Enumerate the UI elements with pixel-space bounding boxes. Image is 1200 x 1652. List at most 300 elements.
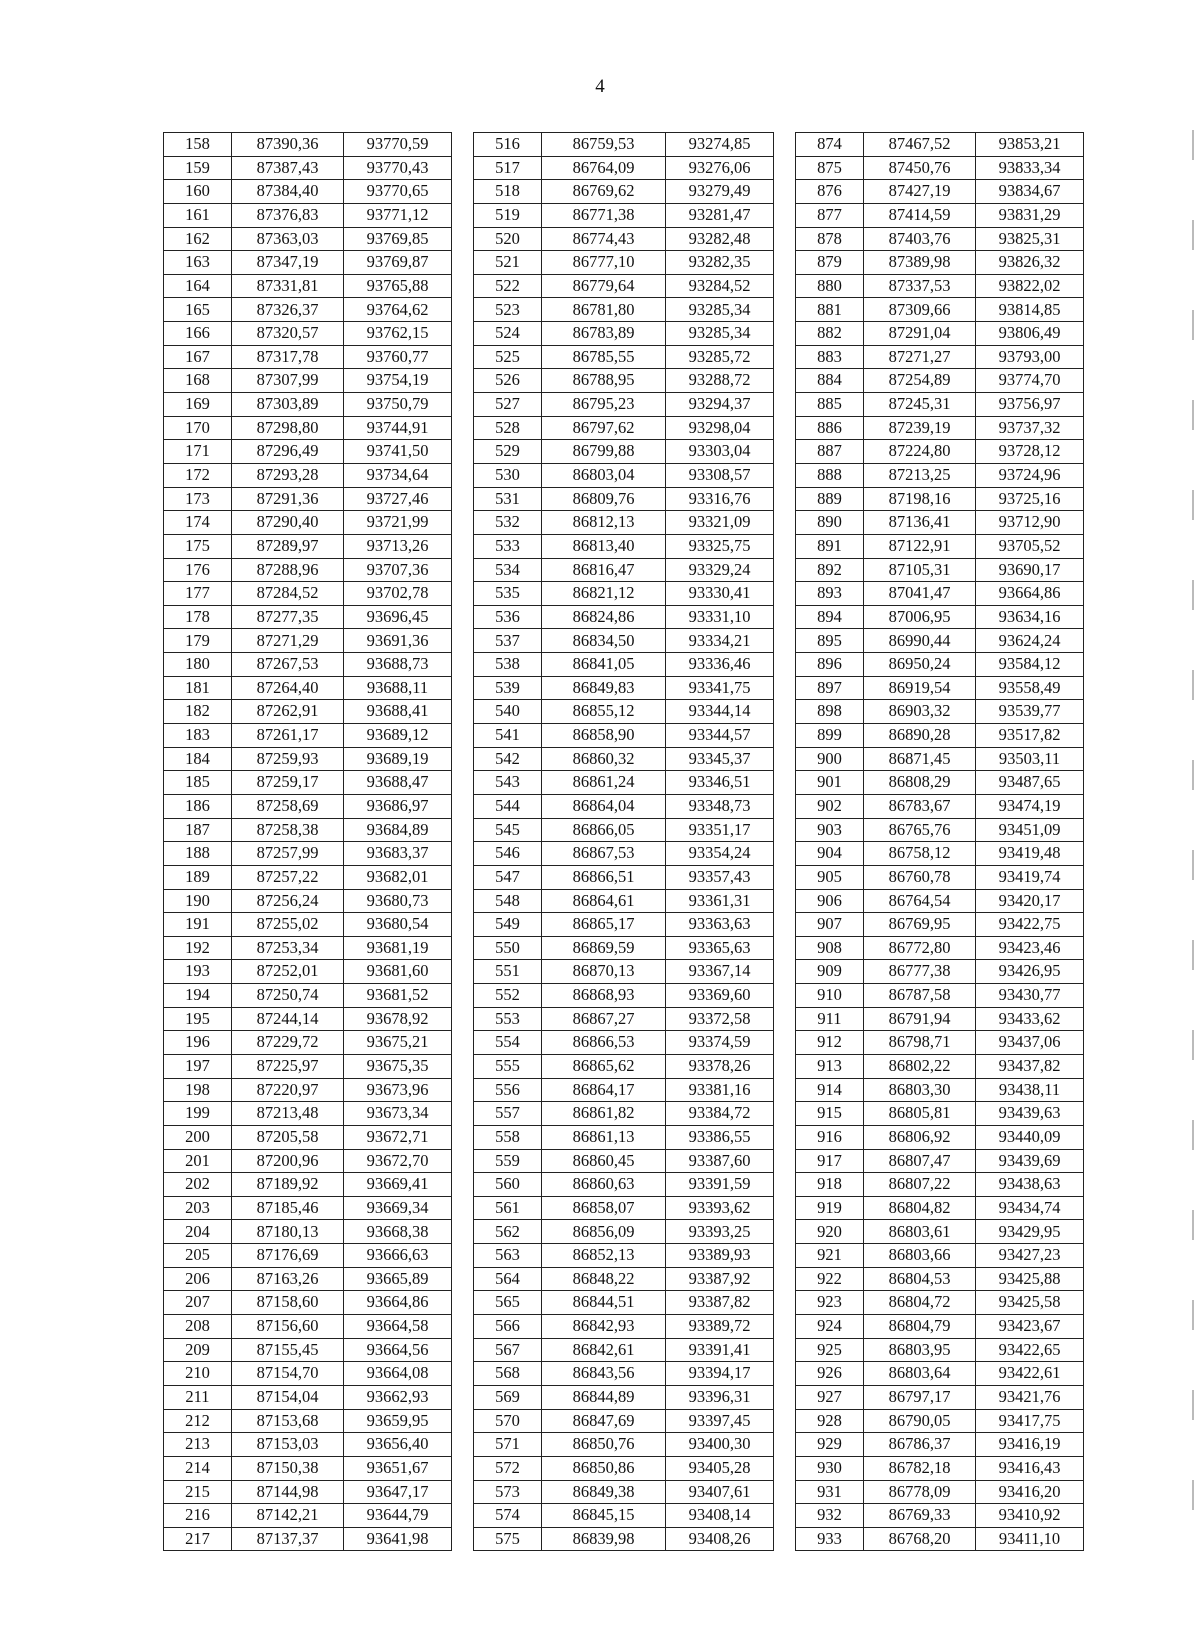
- y-coordinate: 93336,46: [666, 653, 774, 677]
- x-coordinate: 87154,04: [232, 1385, 344, 1409]
- column-separator: [452, 1385, 474, 1409]
- y-coordinate: 93696,45: [344, 605, 452, 629]
- table-row: [164, 133, 1084, 157]
- x-coordinate: 87153,68: [232, 1409, 344, 1433]
- point-number: 212: [164, 1409, 232, 1433]
- y-coordinate: 93756,97: [976, 393, 1084, 417]
- column-separator: [774, 1338, 796, 1362]
- x-coordinate: 87250,74: [232, 984, 344, 1008]
- table-row: [164, 724, 1084, 748]
- column-separator: [774, 1433, 796, 1457]
- x-coordinate: 87150,38: [232, 1456, 344, 1480]
- x-coordinate: 87337,53: [864, 274, 976, 298]
- y-coordinate: 93728,12: [976, 440, 1084, 464]
- table-row: [164, 322, 1084, 346]
- point-number: 914: [796, 1078, 864, 1102]
- point-number: 161: [164, 203, 232, 227]
- column-separator: [452, 274, 474, 298]
- x-coordinate: 87213,48: [232, 1102, 344, 1126]
- x-coordinate: 87259,93: [232, 747, 344, 771]
- x-coordinate: 87284,52: [232, 582, 344, 606]
- column-separator: [452, 1244, 474, 1268]
- column-separator: [452, 393, 474, 417]
- x-coordinate: 87450,76: [864, 156, 976, 180]
- x-coordinate: 86865,62: [542, 1054, 666, 1078]
- x-coordinate: 87258,38: [232, 818, 344, 842]
- table-row: [164, 534, 1084, 558]
- x-coordinate: 86803,61: [864, 1220, 976, 1244]
- table-row: [164, 156, 1084, 180]
- point-number: 180: [164, 653, 232, 677]
- y-coordinate: 93689,19: [344, 747, 452, 771]
- point-number: 886: [796, 416, 864, 440]
- point-number: 910: [796, 984, 864, 1008]
- x-coordinate: 86852,13: [542, 1244, 666, 1268]
- y-coordinate: 93284,52: [666, 274, 774, 298]
- x-coordinate: 86769,95: [864, 913, 976, 937]
- y-coordinate: 93669,41: [344, 1173, 452, 1197]
- y-coordinate: 93681,60: [344, 960, 452, 984]
- column-separator: [452, 818, 474, 842]
- table-row: [164, 1527, 1084, 1551]
- column-separator: [774, 771, 796, 795]
- y-coordinate: 93282,48: [666, 227, 774, 251]
- column-separator: [774, 393, 796, 417]
- column-separator: [774, 629, 796, 653]
- column-separator: [452, 1338, 474, 1362]
- column-separator: [452, 1220, 474, 1244]
- y-coordinate: 93381,16: [666, 1078, 774, 1102]
- y-coordinate: 93737,32: [976, 416, 1084, 440]
- y-coordinate: 93853,21: [976, 133, 1084, 157]
- column-separator: [774, 322, 796, 346]
- x-coordinate: 86808,29: [864, 771, 976, 795]
- point-number: 540: [474, 700, 542, 724]
- point-number: 888: [796, 463, 864, 487]
- point-number: 520: [474, 227, 542, 251]
- page-number: 4: [595, 76, 605, 97]
- x-coordinate: 87245,31: [864, 393, 976, 417]
- point-number: 917: [796, 1149, 864, 1173]
- x-coordinate: 86850,76: [542, 1433, 666, 1457]
- column-separator: [774, 1078, 796, 1102]
- table-row: [164, 463, 1084, 487]
- x-coordinate: 87390,36: [232, 133, 344, 157]
- y-coordinate: 93419,48: [976, 842, 1084, 866]
- point-number: 534: [474, 558, 542, 582]
- x-coordinate: 86774,43: [542, 227, 666, 251]
- point-number: 201: [164, 1149, 232, 1173]
- column-separator: [774, 865, 796, 889]
- column-separator: [452, 1196, 474, 1220]
- y-coordinate: 93624,24: [976, 629, 1084, 653]
- column-separator: [774, 1480, 796, 1504]
- point-number: 883: [796, 345, 864, 369]
- y-coordinate: 93369,60: [666, 984, 774, 1008]
- point-number: 523: [474, 298, 542, 322]
- x-coordinate: 87259,17: [232, 771, 344, 795]
- x-coordinate: 86848,22: [542, 1267, 666, 1291]
- point-number: 552: [474, 984, 542, 1008]
- column-separator: [774, 1267, 796, 1291]
- y-coordinate: 93437,06: [976, 1031, 1084, 1055]
- x-coordinate: 87376,83: [232, 203, 344, 227]
- y-coordinate: 93664,58: [344, 1315, 452, 1339]
- point-number: 885: [796, 393, 864, 417]
- table-row: [164, 345, 1084, 369]
- y-coordinate: 93422,65: [976, 1338, 1084, 1362]
- y-coordinate: 93316,76: [666, 487, 774, 511]
- x-coordinate: 86798,71: [864, 1031, 976, 1055]
- point-number: 164: [164, 274, 232, 298]
- column-separator: [452, 345, 474, 369]
- point-number: 170: [164, 416, 232, 440]
- point-number: 166: [164, 322, 232, 346]
- point-number: 216: [164, 1504, 232, 1528]
- y-coordinate: 93678,92: [344, 1007, 452, 1031]
- y-coordinate: 93686,97: [344, 794, 452, 818]
- point-number: 912: [796, 1031, 864, 1055]
- point-number: 900: [796, 747, 864, 771]
- y-coordinate: 93769,85: [344, 227, 452, 251]
- point-number: 927: [796, 1385, 864, 1409]
- x-coordinate: 86809,76: [542, 487, 666, 511]
- y-coordinate: 93426,95: [976, 960, 1084, 984]
- point-number: 570: [474, 1409, 542, 1433]
- column-separator: [774, 582, 796, 606]
- point-number: 887: [796, 440, 864, 464]
- column-separator: [452, 794, 474, 818]
- column-separator: [452, 842, 474, 866]
- point-number: 891: [796, 534, 864, 558]
- y-coordinate: 93668,38: [344, 1220, 452, 1244]
- point-number: 214: [164, 1456, 232, 1480]
- point-number: 907: [796, 913, 864, 937]
- point-number: 567: [474, 1338, 542, 1362]
- x-coordinate: 87180,13: [232, 1220, 344, 1244]
- y-coordinate: 93665,89: [344, 1267, 452, 1291]
- x-coordinate: 87224,80: [864, 440, 976, 464]
- y-coordinate: 93673,34: [344, 1102, 452, 1126]
- x-coordinate: 86861,24: [542, 771, 666, 795]
- x-coordinate: 87271,27: [864, 345, 976, 369]
- y-coordinate: 93393,62: [666, 1196, 774, 1220]
- x-coordinate: 87153,03: [232, 1433, 344, 1457]
- point-number: 190: [164, 889, 232, 913]
- x-coordinate: 87258,69: [232, 794, 344, 818]
- column-separator: [774, 440, 796, 464]
- table-row: [164, 1456, 1084, 1480]
- column-separator: [774, 1504, 796, 1528]
- point-number: 526: [474, 369, 542, 393]
- column-separator: [774, 1244, 796, 1268]
- table-row: [164, 984, 1084, 1008]
- point-number: 878: [796, 227, 864, 251]
- table-row: [164, 1007, 1084, 1031]
- x-coordinate: 86779,64: [542, 274, 666, 298]
- point-number: 204: [164, 1220, 232, 1244]
- column-separator: [774, 724, 796, 748]
- x-coordinate: 86788,95: [542, 369, 666, 393]
- point-number: 915: [796, 1102, 864, 1126]
- point-number: 550: [474, 936, 542, 960]
- x-coordinate: 86804,53: [864, 1267, 976, 1291]
- point-number: 909: [796, 960, 864, 984]
- table-row: [164, 771, 1084, 795]
- column-separator: [452, 984, 474, 1008]
- point-number: 549: [474, 913, 542, 937]
- point-number: 533: [474, 534, 542, 558]
- point-number: 893: [796, 582, 864, 606]
- table-row: [164, 913, 1084, 937]
- x-coordinate: 87296,49: [232, 440, 344, 464]
- point-number: 181: [164, 676, 232, 700]
- point-number: 531: [474, 487, 542, 511]
- x-coordinate: 87267,53: [232, 653, 344, 677]
- table-row: [164, 487, 1084, 511]
- point-number: 554: [474, 1031, 542, 1055]
- y-coordinate: 93760,77: [344, 345, 452, 369]
- x-coordinate: 86804,82: [864, 1196, 976, 1220]
- column-separator: [774, 487, 796, 511]
- y-coordinate: 93410,92: [976, 1504, 1084, 1528]
- point-number: 193: [164, 960, 232, 984]
- y-coordinate: 93664,86: [976, 582, 1084, 606]
- point-number: 556: [474, 1078, 542, 1102]
- x-coordinate: 86803,95: [864, 1338, 976, 1362]
- point-number: 535: [474, 582, 542, 606]
- y-coordinate: 93683,37: [344, 842, 452, 866]
- column-separator: [774, 984, 796, 1008]
- x-coordinate: 86795,23: [542, 393, 666, 417]
- point-number: 562: [474, 1220, 542, 1244]
- x-coordinate: 86785,55: [542, 345, 666, 369]
- y-coordinate: 93378,26: [666, 1054, 774, 1078]
- table-row: [164, 203, 1084, 227]
- table-row: [164, 747, 1084, 771]
- x-coordinate: 87006,95: [864, 605, 976, 629]
- y-coordinate: 93396,31: [666, 1385, 774, 1409]
- point-number: 171: [164, 440, 232, 464]
- y-coordinate: 93346,51: [666, 771, 774, 795]
- y-coordinate: 93423,46: [976, 936, 1084, 960]
- y-coordinate: 93308,57: [666, 463, 774, 487]
- x-coordinate: 86787,58: [864, 984, 976, 1008]
- x-coordinate: 86890,28: [864, 724, 976, 748]
- point-number: 207: [164, 1291, 232, 1315]
- x-coordinate: 86797,62: [542, 416, 666, 440]
- y-coordinate: 93276,06: [666, 156, 774, 180]
- y-coordinate: 93391,59: [666, 1173, 774, 1197]
- x-coordinate: 86812,13: [542, 511, 666, 535]
- x-coordinate: 87229,72: [232, 1031, 344, 1055]
- table-row: [164, 1480, 1084, 1504]
- point-number: 195: [164, 1007, 232, 1031]
- x-coordinate: 87142,21: [232, 1504, 344, 1528]
- point-number: 522: [474, 274, 542, 298]
- x-coordinate: 86864,17: [542, 1078, 666, 1102]
- x-coordinate: 86865,17: [542, 913, 666, 937]
- column-separator: [452, 1125, 474, 1149]
- x-coordinate: 87264,40: [232, 676, 344, 700]
- x-coordinate: 87331,81: [232, 274, 344, 298]
- coordinates-table-body: [164, 133, 1084, 1551]
- x-coordinate: 86847,69: [542, 1409, 666, 1433]
- table-row: [164, 936, 1084, 960]
- column-separator: [774, 1196, 796, 1220]
- column-separator: [452, 629, 474, 653]
- table-row: [164, 1409, 1084, 1433]
- table-row: [164, 1220, 1084, 1244]
- y-coordinate: 93351,17: [666, 818, 774, 842]
- table-row: [164, 1504, 1084, 1528]
- column-separator: [452, 1409, 474, 1433]
- point-number: 889: [796, 487, 864, 511]
- y-coordinate: 93647,17: [344, 1480, 452, 1504]
- y-coordinate: 93400,30: [666, 1433, 774, 1457]
- y-coordinate: 93673,96: [344, 1078, 452, 1102]
- point-number: 542: [474, 747, 542, 771]
- point-number: 565: [474, 1291, 542, 1315]
- x-coordinate: 87252,01: [232, 960, 344, 984]
- point-number: 184: [164, 747, 232, 771]
- y-coordinate: 93688,47: [344, 771, 452, 795]
- y-coordinate: 93363,63: [666, 913, 774, 937]
- column-separator: [774, 1362, 796, 1386]
- point-number: 188: [164, 842, 232, 866]
- x-coordinate: 86772,80: [864, 936, 976, 960]
- point-number: 539: [474, 676, 542, 700]
- x-coordinate: 86791,94: [864, 1007, 976, 1031]
- point-number: 896: [796, 653, 864, 677]
- point-number: 920: [796, 1220, 864, 1244]
- x-coordinate: 87185,46: [232, 1196, 344, 1220]
- x-coordinate: 86783,67: [864, 794, 976, 818]
- point-number: 929: [796, 1433, 864, 1457]
- point-number: 925: [796, 1338, 864, 1362]
- column-separator: [774, 605, 796, 629]
- point-number: 901: [796, 771, 864, 795]
- y-coordinate: 93374,59: [666, 1031, 774, 1055]
- column-separator: [452, 913, 474, 937]
- y-coordinate: 93279,49: [666, 180, 774, 204]
- point-number: 908: [796, 936, 864, 960]
- y-coordinate: 93344,14: [666, 700, 774, 724]
- column-separator: [774, 889, 796, 913]
- point-number: 197: [164, 1054, 232, 1078]
- y-coordinate: 93806,49: [976, 322, 1084, 346]
- point-number: 521: [474, 251, 542, 275]
- x-coordinate: 87389,98: [864, 251, 976, 275]
- point-number: 572: [474, 1456, 542, 1480]
- x-coordinate: 87158,60: [232, 1291, 344, 1315]
- point-number: 924: [796, 1315, 864, 1339]
- table-row: [164, 1385, 1084, 1409]
- table-row: [164, 1125, 1084, 1149]
- y-coordinate: 93826,32: [976, 251, 1084, 275]
- x-coordinate: 87257,99: [232, 842, 344, 866]
- x-coordinate: 86813,40: [542, 534, 666, 558]
- x-coordinate: 86821,12: [542, 582, 666, 606]
- point-number: 196: [164, 1031, 232, 1055]
- column-separator: [774, 676, 796, 700]
- column-separator: [452, 440, 474, 464]
- x-coordinate: 87387,43: [232, 156, 344, 180]
- y-coordinate: 93713,26: [344, 534, 452, 558]
- point-number: 525: [474, 345, 542, 369]
- point-number: 913: [796, 1054, 864, 1078]
- y-coordinate: 93741,50: [344, 440, 452, 464]
- x-coordinate: 87176,69: [232, 1244, 344, 1268]
- y-coordinate: 93422,75: [976, 913, 1084, 937]
- x-coordinate: 86782,18: [864, 1456, 976, 1480]
- column-separator: [452, 1267, 474, 1291]
- x-coordinate: 86769,33: [864, 1504, 976, 1528]
- x-coordinate: 86869,59: [542, 936, 666, 960]
- column-separator: [774, 1409, 796, 1433]
- y-coordinate: 93386,55: [666, 1125, 774, 1149]
- x-coordinate: 86843,56: [542, 1362, 666, 1386]
- table-row: [164, 1362, 1084, 1386]
- y-coordinate: 93329,24: [666, 558, 774, 582]
- y-coordinate: 93334,21: [666, 629, 774, 653]
- y-coordinate: 93429,95: [976, 1220, 1084, 1244]
- x-coordinate: 87213,25: [864, 463, 976, 487]
- point-number: 186: [164, 794, 232, 818]
- y-coordinate: 93833,34: [976, 156, 1084, 180]
- point-number: 530: [474, 463, 542, 487]
- column-separator: [774, 369, 796, 393]
- point-number: 546: [474, 842, 542, 866]
- y-coordinate: 93391,41: [666, 1338, 774, 1362]
- y-coordinate: 93659,95: [344, 1409, 452, 1433]
- x-coordinate: 87427,19: [864, 180, 976, 204]
- column-separator: [774, 463, 796, 487]
- point-number: 544: [474, 794, 542, 818]
- point-number: 547: [474, 865, 542, 889]
- point-number: 528: [474, 416, 542, 440]
- x-coordinate: 87262,91: [232, 700, 344, 724]
- table-row: [164, 794, 1084, 818]
- y-coordinate: 93680,73: [344, 889, 452, 913]
- point-number: 191: [164, 913, 232, 937]
- table-row: [164, 298, 1084, 322]
- point-number: 198: [164, 1078, 232, 1102]
- y-coordinate: 93420,17: [976, 889, 1084, 913]
- column-separator: [452, 511, 474, 535]
- table-row: [164, 440, 1084, 464]
- y-coordinate: 93416,43: [976, 1456, 1084, 1480]
- y-coordinate: 93387,60: [666, 1149, 774, 1173]
- point-number: 569: [474, 1385, 542, 1409]
- x-coordinate: 87298,80: [232, 416, 344, 440]
- y-coordinate: 93425,88: [976, 1267, 1084, 1291]
- y-coordinate: 93285,34: [666, 298, 774, 322]
- point-number: 519: [474, 203, 542, 227]
- table-row: [164, 1054, 1084, 1078]
- point-number: 163: [164, 251, 232, 275]
- point-number: 571: [474, 1433, 542, 1457]
- x-coordinate: 86844,89: [542, 1385, 666, 1409]
- column-separator: [774, 1125, 796, 1149]
- x-coordinate: 86844,51: [542, 1291, 666, 1315]
- y-coordinate: 93825,31: [976, 227, 1084, 251]
- point-number: 931: [796, 1480, 864, 1504]
- y-coordinate: 93282,35: [666, 251, 774, 275]
- y-coordinate: 93354,24: [666, 842, 774, 866]
- x-coordinate: 86842,93: [542, 1315, 666, 1339]
- table-row: [164, 653, 1084, 677]
